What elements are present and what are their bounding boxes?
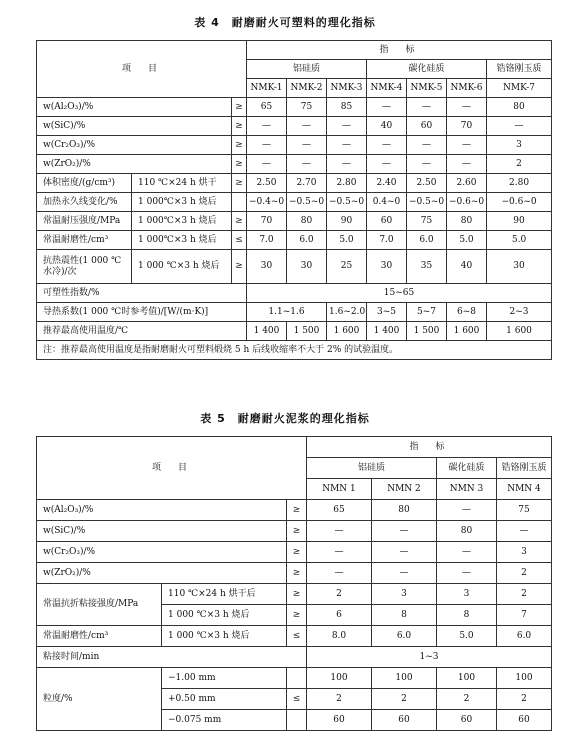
cell: 3 <box>437 584 497 605</box>
item-header: 项 目 <box>37 437 307 500</box>
cell: 80 <box>437 521 497 542</box>
cell: 2 <box>307 689 372 710</box>
index-header: 指 标 <box>307 437 552 458</box>
comparison-symbol <box>232 193 247 212</box>
cell: — <box>447 98 487 117</box>
cell: 6.0 <box>497 626 552 647</box>
code-header: NMK-1 <box>247 79 287 98</box>
table-row <box>37 193 552 212</box>
cell: 2~3 <box>487 303 552 322</box>
cell: 2.50 <box>407 174 447 193</box>
cell: 40 <box>447 250 487 284</box>
code-header: NMN 2 <box>372 479 437 500</box>
table4 <box>36 40 552 360</box>
cell: — <box>327 155 367 174</box>
table-row <box>37 250 552 284</box>
cell: 2.80 <box>327 174 367 193</box>
table-row <box>37 668 552 689</box>
code-header: NMK-5 <box>407 79 447 98</box>
row-item: w(Cr₂O₃)/% <box>37 136 232 155</box>
row-condition: 1 000 ℃×3 h 烧后 <box>132 250 232 284</box>
row-item: 常温抗折粘接强度/MPa <box>37 584 162 626</box>
cell: 3 <box>487 136 552 155</box>
cell: 30 <box>367 250 407 284</box>
cell: 3~5 <box>367 303 407 322</box>
table5 <box>36 436 552 731</box>
table-row <box>37 174 552 193</box>
table-row <box>37 322 552 341</box>
cell: — <box>407 155 447 174</box>
row-item: 常温耐磨性/cm³ <box>37 231 132 250</box>
cell: — <box>497 521 552 542</box>
row-item: w(ZrO₂)/% <box>37 155 232 174</box>
comparison-symbol: ≥ <box>232 212 247 231</box>
cell: — <box>247 117 287 136</box>
group-header: 锆铬刚玉质 <box>487 60 552 79</box>
comparison-symbol: ≤ <box>287 689 307 710</box>
comparison-symbol: ≤ <box>287 626 307 647</box>
cell: — <box>307 521 372 542</box>
cell: 1 500 <box>407 322 447 341</box>
row-item: 体积密度/(g/cm³) <box>37 174 132 193</box>
cell: 75 <box>497 500 552 521</box>
cell: 100 <box>497 668 552 689</box>
cell: 2.50 <box>247 174 287 193</box>
cell: 80 <box>487 98 552 117</box>
cell: 6.0 <box>407 231 447 250</box>
table4-caption: 表 4 耐磨耐火可塑料的理化指标 <box>194 16 376 29</box>
cell: 60 <box>367 212 407 231</box>
cell: 2.40 <box>367 174 407 193</box>
cell: 2 <box>497 584 552 605</box>
comparison-symbol: ≥ <box>232 250 247 284</box>
row-condition: 1 000℃×3 h 烧后 <box>132 212 232 231</box>
cell: 2 <box>497 563 552 584</box>
cell: 60 <box>497 710 552 731</box>
cell: 30 <box>247 250 287 284</box>
cell: 2.80 <box>487 174 552 193</box>
cell: 6~8 <box>447 303 487 322</box>
cell: 2.60 <box>447 174 487 193</box>
row-item: 推荐最高使用温度/℃ <box>37 322 247 341</box>
index-header: 指 标 <box>247 41 552 60</box>
cell: — <box>287 155 327 174</box>
cell: 1 400 <box>367 322 407 341</box>
cell: — <box>407 136 447 155</box>
cell: 2 <box>372 689 437 710</box>
cell: — <box>367 98 407 117</box>
row-item: 粘接时间/min <box>37 647 307 668</box>
row-item: 常温耐压强度/MPa <box>37 212 132 231</box>
cell: — <box>327 117 367 136</box>
table-row <box>37 284 552 303</box>
cell: 30 <box>287 250 327 284</box>
row-condition: +0.50 mm <box>162 689 287 710</box>
cell: 60 <box>307 710 372 731</box>
cell: — <box>487 117 552 136</box>
comparison-symbol <box>287 668 307 689</box>
cell: 2 <box>497 689 552 710</box>
group-header: 碳化硅质 <box>437 458 497 479</box>
cell: 100 <box>372 668 437 689</box>
cell: 100 <box>307 668 372 689</box>
cell: — <box>372 521 437 542</box>
comparison-symbol: ≥ <box>287 584 307 605</box>
row-condition: −1.00 mm <box>162 668 287 689</box>
cell: 3 <box>372 584 437 605</box>
cell: — <box>437 542 497 563</box>
row-condition: 1 000 ℃×3 h 烧后 <box>162 605 287 626</box>
comparison-symbol: ≤ <box>232 231 247 250</box>
cell: 6.0 <box>372 626 437 647</box>
group-header: 铝硅质 <box>247 60 367 79</box>
cell: 65 <box>307 500 372 521</box>
cell: 2.70 <box>287 174 327 193</box>
cell: 35 <box>407 250 447 284</box>
cell: 5~7 <box>407 303 447 322</box>
cell: −0.5~0 <box>287 193 327 212</box>
comparison-symbol: ≥ <box>287 500 307 521</box>
cell: — <box>367 136 407 155</box>
cell: 2 <box>487 155 552 174</box>
cell: 75 <box>407 212 447 231</box>
cell: — <box>327 136 367 155</box>
row-condition: −0.075 mm <box>162 710 287 731</box>
cell: 80 <box>372 500 437 521</box>
cell: 100 <box>437 668 497 689</box>
comparison-symbol: ≥ <box>232 117 247 136</box>
table-row <box>37 136 552 155</box>
table-row <box>37 303 552 322</box>
cell: 6 <box>307 605 372 626</box>
row-item: 粒度/% <box>37 668 162 731</box>
row-condition: 1 000 ℃×3 h 烧后 <box>162 626 287 647</box>
comparison-symbol: ≥ <box>232 136 247 155</box>
cell: 5.0 <box>437 626 497 647</box>
cell: — <box>407 98 447 117</box>
row-item: 加热永久线变化/% <box>37 193 132 212</box>
cell: 2 <box>307 584 372 605</box>
cell: 8 <box>437 605 497 626</box>
cell: 60 <box>437 710 497 731</box>
cell: −0.4~0 <box>247 193 287 212</box>
table-row <box>37 542 552 563</box>
group-header: 碳化硅质 <box>367 60 487 79</box>
row-item: w(Al₂O₃)/% <box>37 500 287 521</box>
cell: 1.6~2.0 <box>327 303 367 322</box>
cell: 75 <box>287 98 327 117</box>
cell: 5.0 <box>327 231 367 250</box>
cell: 1.1~1.6 <box>247 303 327 322</box>
cell: 1 600 <box>487 322 552 341</box>
cell: 30 <box>487 250 552 284</box>
code-header: NMK-3 <box>327 79 367 98</box>
cell: — <box>367 155 407 174</box>
table-row <box>37 626 552 647</box>
cell: 7.0 <box>367 231 407 250</box>
cell: 5.0 <box>487 231 552 250</box>
comparison-symbol: ≥ <box>232 174 247 193</box>
group-header: 锆铬刚玉质 <box>497 458 552 479</box>
table-row <box>37 155 552 174</box>
cell: 65 <box>247 98 287 117</box>
code-header: NMN 4 <box>497 479 552 500</box>
row-item: 导热系数(1 000 ℃时参考值)/[W/(m·K)] <box>37 303 247 322</box>
code-header: NMK-4 <box>367 79 407 98</box>
table-row <box>37 521 552 542</box>
cell: 1 400 <box>247 322 287 341</box>
cell: — <box>287 117 327 136</box>
cell: −0.5~0 <box>327 193 367 212</box>
table-row <box>37 647 552 668</box>
cell: — <box>437 500 497 521</box>
cell: 1 500 <box>287 322 327 341</box>
cell: 40 <box>367 117 407 136</box>
comparison-symbol: ≥ <box>287 563 307 584</box>
cell: 60 <box>372 710 437 731</box>
code-header: NMK-6 <box>447 79 487 98</box>
row-item: w(ZrO₂)/% <box>37 563 287 584</box>
row-item: 抗热震性(1 000 ℃水冷)/次 <box>37 250 132 284</box>
table5-caption: 表 5 耐磨耐火泥浆的理化指标 <box>200 412 370 425</box>
cell: — <box>287 136 327 155</box>
cell: 2 <box>437 689 497 710</box>
table-row <box>37 117 552 136</box>
comparison-symbol: ≥ <box>232 98 247 117</box>
cell: — <box>447 155 487 174</box>
cell: 8.0 <box>307 626 372 647</box>
cell: 80 <box>287 212 327 231</box>
group-header: 铝硅质 <box>307 458 437 479</box>
cell: 60 <box>407 117 447 136</box>
row-item: 常温耐磨性/cm³ <box>37 626 162 647</box>
row-condition: 110 ℃×24 h 烘干后 <box>162 584 287 605</box>
cell: 3 <box>497 542 552 563</box>
comparison-symbol: ≥ <box>287 605 307 626</box>
comparison-symbol: ≥ <box>287 542 307 563</box>
row-condition: 1 000℃×3 h 烧后 <box>132 193 232 212</box>
cell: — <box>372 563 437 584</box>
table-row <box>37 231 552 250</box>
row-condition: 110 ℃×24 h 烘干 <box>132 174 232 193</box>
comparison-symbol: ≥ <box>232 155 247 174</box>
row-condition: 1 000℃×3 h 烧后 <box>132 231 232 250</box>
table-row <box>37 212 552 231</box>
row-item: w(Al₂O₃)/% <box>37 98 232 117</box>
cell: — <box>372 542 437 563</box>
cell: 15~65 <box>247 284 552 303</box>
cell: — <box>247 136 287 155</box>
cell: 85 <box>327 98 367 117</box>
row-item: w(Cr₂O₃)/% <box>37 542 287 563</box>
cell: 1~3 <box>307 647 552 668</box>
item-header: 项 目 <box>37 41 247 98</box>
comparison-symbol <box>287 710 307 731</box>
table-row <box>37 500 552 521</box>
cell: — <box>437 563 497 584</box>
row-item: w(SiC)/% <box>37 521 287 542</box>
table-note-row <box>37 341 552 360</box>
cell: −0.5~0 <box>407 193 447 212</box>
table-note: 注：推荐最高使用温度是指耐磨耐火可塑料煅烧 5 h 后线收缩率不大于 2% 的试验温度。 <box>37 341 552 360</box>
cell: — <box>247 155 287 174</box>
row-item: w(SiC)/% <box>37 117 232 136</box>
table-row <box>37 98 552 117</box>
cell: 90 <box>327 212 367 231</box>
cell: 0.4~0 <box>367 193 407 212</box>
table-row <box>37 584 552 605</box>
cell: 80 <box>447 212 487 231</box>
cell: 70 <box>447 117 487 136</box>
code-header: NMK-2 <box>287 79 327 98</box>
row-item: 可塑性指数/% <box>37 284 247 303</box>
comparison-symbol: ≥ <box>287 521 307 542</box>
table-row <box>37 563 552 584</box>
cell: 70 <box>247 212 287 231</box>
cell: 5.0 <box>447 231 487 250</box>
cell: 6.0 <box>287 231 327 250</box>
cell: 1 600 <box>327 322 367 341</box>
cell: 7.0 <box>247 231 287 250</box>
cell: 8 <box>372 605 437 626</box>
cell: — <box>447 136 487 155</box>
cell: 90 <box>487 212 552 231</box>
code-header: NMK-7 <box>487 79 552 98</box>
cell: 25 <box>327 250 367 284</box>
cell: 7 <box>497 605 552 626</box>
cell: — <box>307 563 372 584</box>
code-header: NMN 1 <box>307 479 372 500</box>
code-header: NMN 3 <box>437 479 497 500</box>
cell: — <box>307 542 372 563</box>
cell: −0.6~0 <box>447 193 487 212</box>
cell: 1 600 <box>447 322 487 341</box>
cell: −0.6~0 <box>487 193 552 212</box>
